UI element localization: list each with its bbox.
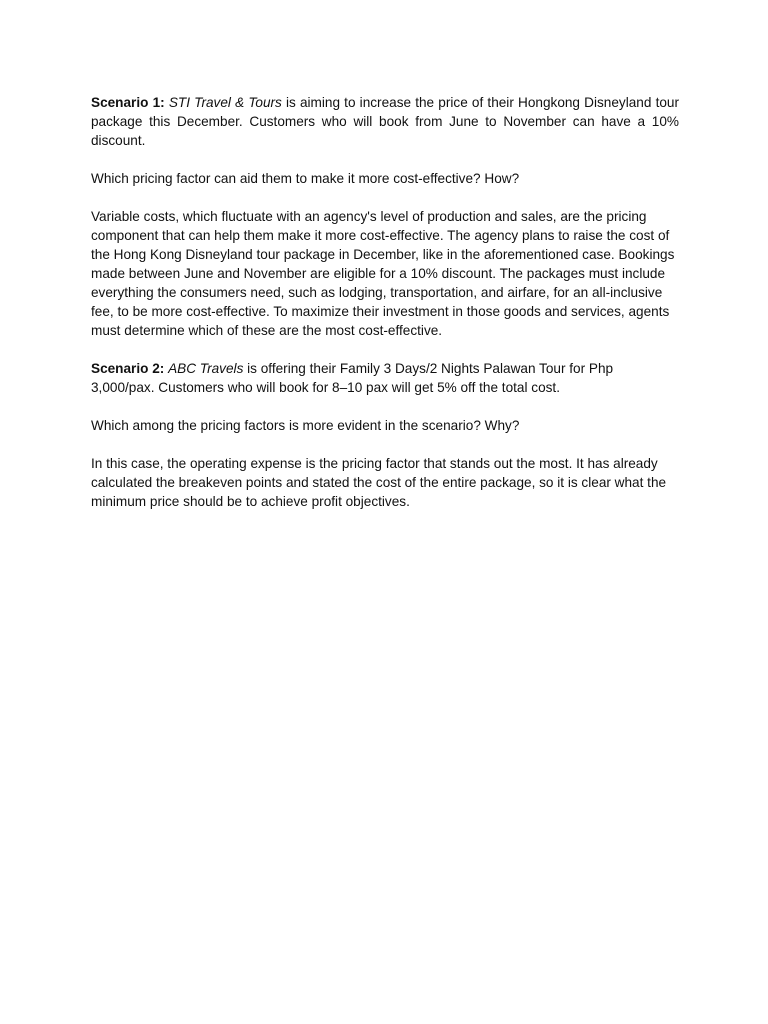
answer-1: Variable costs, which fluctuate with an agency's level of production and sales, are the pricing component that can help them make it more cost-effective. The agency plans to raise the cost of the Hong Kong Disneyland tour package in December, like in the aforementioned case. Bookings made between June and November are eligible for a 10% discount. The packages must include everything the consumers need, such as lodging, transportation, and airfare, for an all-inclusive fee, to be more cost-effective. To maximize their investment in those goods and services, agents must determine which of these are the most cost-effective. [91,209,675,338]
question-1: Which pricing factor can aid them to make it more cost-effective? How? [91,171,520,186]
document-page [91,93,679,530]
scenario-1-text: is aiming to increase the price of their Hongkong Disneyland tour package this December. Customers who will book from June to November can have a 10% discount. [91,95,679,148]
scenario-2-text: is offering their Family 3 Days/2 Nights Palawan Tour for Php 3,000/pax. Customers who will book for 8–10 pax will get 5% off the total cost. [91,361,614,395]
scenario-2-label: Scenario 2: [91,361,165,376]
scenario-2-paragraph [91,359,679,397]
scenario-2-company: ABC Travels [168,361,244,376]
scenario-1-company: STI Travel & Tours [168,95,282,110]
scenario-1-paragraph [91,93,679,150]
question-2: Which among the pricing factors is more evident in the scenario? Why? [91,418,520,433]
answer-2: In this case, the operating expense is the pricing factor that stands out the most. It has already calculated the breakeven points and stated the cost of the entire package, so it is clear what the minimum price should be to achieve profit objectives. [91,456,667,509]
scenario-1-label: Scenario 1: [91,95,165,110]
